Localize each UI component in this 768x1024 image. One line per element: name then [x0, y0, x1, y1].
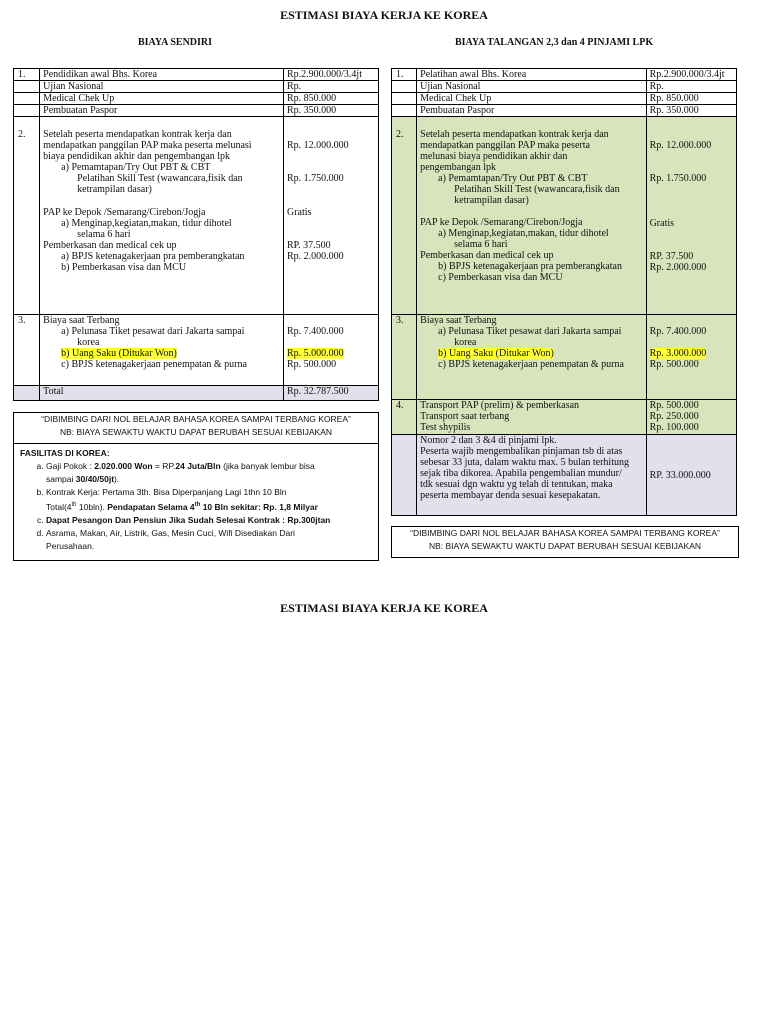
table-row [14, 69, 379, 81]
text-line: selama 6 hari [77, 229, 131, 240]
section-2-values [283, 117, 378, 315]
text-line: b) BPJS ketenagakerjaan pra pemberangkatan [438, 261, 622, 272]
section-3-text [417, 315, 646, 400]
left-note-box [13, 412, 379, 444]
item-label: Medical Chek Up [417, 93, 646, 105]
table-row [14, 81, 379, 93]
section-number: 1. [14, 69, 40, 81]
table-row [392, 105, 737, 117]
table-row [392, 81, 737, 93]
item-value: Rp. 100.000 [649, 422, 699, 433]
list-item: a. Gaji Pokok : 2.020.000 Won = RP.24 Juta/Bln (jika banyak lembur bisa sampai 30/40/50jt). [46, 460, 372, 486]
item-value: Rp. 250.000 [649, 411, 699, 422]
section-2-values [646, 117, 736, 315]
highlighted-value: Rp. 3.000.000 [649, 348, 707, 359]
loan-row [392, 435, 737, 516]
table-row [392, 69, 737, 81]
section-number: 3. [392, 315, 417, 400]
item-label: Ujian Nasional [40, 81, 284, 93]
list-item: c. Dapat Pesangon Dan Pensiun Jika Sudah Selesai Kontrak : Rp.300jtan [46, 514, 372, 527]
item-label: Ujian Nasional [417, 81, 646, 93]
text-line: korea [77, 337, 100, 348]
motto-text: “DIBIMBING DARI NOL BELAJAR BAHASA KOREA SAMPAI TERBANG KOREA” [41, 414, 351, 424]
item-value: Rp. [283, 81, 378, 93]
item-value: Gratis [286, 207, 312, 218]
loan-text [417, 435, 646, 516]
section-2-text [40, 117, 284, 315]
table-row [14, 105, 379, 117]
section-3-values [646, 315, 736, 400]
text-line: a) Menginap,kegiatan,makan, tidur dihotel [61, 218, 232, 229]
item-value: Gratis [649, 218, 675, 229]
text-line: Peserta wajib mengembalikan pinjaman tsb di atas [420, 446, 623, 457]
highlighted-item: b) Uang Saku (Ditukar Won) [61, 348, 177, 359]
item-value: Rp. 850.000 [646, 93, 736, 105]
text-line: korea [454, 337, 477, 348]
text-line: c) Pemberkasan visa dan MCU [438, 272, 563, 283]
text-line: Setelah peserta mendapatkan kontrak kerja dan [420, 129, 609, 140]
item-value: Rp. 12.000.000 [649, 140, 712, 151]
table-row [14, 315, 379, 386]
text-line: selama 6 hari [454, 239, 508, 250]
item-value: Rp. 2.000.000 [649, 262, 707, 273]
total-label: Total [40, 386, 284, 401]
text-line: c) BPJS ketenagakerjaan penempatan & purna [438, 359, 624, 370]
text-line: Transport PAP (prelim) & pemberkasan [420, 400, 580, 411]
list-item: d. Asrama, Makan, Air, Listrik, Gas, Mesin Cuci, Wifi Disediakan Dari Perusahaan. [46, 527, 372, 553]
item-value: Rp. 500.000 [649, 359, 699, 370]
text-line: Setelah peserta mendapatkan kontrak kerja dan [43, 129, 232, 140]
text-line: tdk sesuai dgn waktu yg telah di tentukan, maka [420, 479, 613, 490]
text-line: mendapatkan panggilan PAP maka peserta melunasi [43, 140, 252, 151]
text-line: Transport saat terbang [420, 411, 510, 422]
section-4-text [417, 400, 646, 435]
text-line: biaya pendidikan akhir dan pengembangan lpk [43, 151, 231, 162]
right-cost-table [391, 68, 737, 516]
table-row [392, 400, 737, 435]
item-label: Pembuatan Paspor [417, 105, 646, 117]
item-value: Rp. 1.750.000 [649, 173, 707, 184]
item-value: Rp. 500.000 [649, 400, 699, 411]
section-number: 2. [392, 117, 417, 315]
item-value: Rp. 7.400.000 [649, 326, 707, 337]
right-heading: BIAYA TALANGAN 2,3 dan 4 PINJAMI LPK [455, 37, 654, 48]
list-item: b. Kontrak Kerja: Pertama 3th. Bisa Diperpanjang Lagi 1thn 10 Bln Total(4th 10bln). Pendapatan Selama 4th 10 Bln sekitar: Rp. 1,8 Milyar [46, 486, 372, 514]
page-title-bottom: ESTIMASI BIAYA KERJA KE KOREA [280, 601, 488, 615]
text-line: mendapatkan panggilan PAP maka peserta [420, 140, 590, 151]
text-line: ketrampilan dasar) [454, 195, 529, 206]
item-value: Rp. 850.000 [283, 93, 378, 105]
section-number: 1. [392, 69, 417, 81]
table-row [392, 117, 737, 315]
section-3-values [283, 315, 378, 386]
text-line: PAP ke Depok /Semarang/Cirebon/Jogja [420, 217, 583, 228]
item-value: Rp. 500.000 [286, 359, 337, 370]
left-heading: BIAYA SENDIRI [138, 37, 213, 48]
text-line: peserta membayar denda sesuai kesepakatan. [420, 490, 601, 501]
item-value: Rp. 350.000 [646, 105, 736, 117]
text-line: melunasi biaya pendidikan akhir dan [420, 151, 568, 162]
nb-text: NB: BIAYA SEWAKTU WAKTU DAPAT BERUBAH SESUAI KEBIJAKAN [59, 427, 333, 437]
nb-text: NB: BIAYA SEWAKTU WAKTU DAPAT BERUBAH SESUAI KEBIJAKAN [428, 541, 702, 551]
left-cost-table [13, 68, 379, 401]
section-3-text [40, 315, 284, 386]
text-line: Test shypilis [420, 422, 471, 433]
motto-text: “DIBIMBING DARI NOL BELAJAR BAHASA KOREA SAMPAI TERBANG KOREA” [410, 528, 720, 538]
loan-value: RP. 33.000.000 [646, 435, 736, 516]
item-label: Pembuatan Paspor [40, 105, 284, 117]
text-line: a) Pemamtapan/Try Out PBT & CBT [438, 173, 588, 184]
table-row [14, 117, 379, 315]
text-line: Pelatihan Skill Test (wawancara,fisik dan [77, 173, 243, 184]
item-label: Medical Chek Up [40, 93, 284, 105]
section-number: 2. [14, 117, 40, 315]
section-4-values [646, 400, 736, 435]
fasilitas-box [13, 443, 379, 561]
text-line: a) Pelunasa Tiket pesawat dari Jakarta sampai [61, 326, 245, 337]
section-number: 4. [392, 400, 417, 435]
text-line: a) Pelunasa Tiket pesawat dari Jakarta sampai [438, 326, 622, 337]
table-row [392, 93, 737, 105]
item-value: Rp. 1.750.000 [286, 173, 344, 184]
text-line: Pelatihan Skill Test (wawancara,fisik dan [454, 184, 620, 195]
text-line: a) BPJS ketenagakerjaan pra pemberangkatan [61, 251, 245, 262]
fasilitas-heading: FASILITAS DI KOREA: [20, 448, 110, 458]
item-value: Rp. [646, 81, 736, 93]
section-number: 3. [14, 315, 40, 386]
text-line: sebesar 33 juta, dalam waktu max. 5 bulan terhitung [420, 457, 629, 468]
text-line: ketrampilan dasar) [77, 184, 152, 195]
text-line: Nomor 2 dan 3 &4 di pinjami lpk. [420, 435, 557, 446]
item-value: Rp. 2.000.000 [286, 251, 344, 262]
table-row [14, 93, 379, 105]
section-2-text [417, 117, 646, 315]
text-line: pengembangan lpk [420, 162, 496, 173]
total-value: Rp. 32.787.500 [283, 386, 378, 401]
text-line: a) Menginap,kegiatan,makan, tidur dihotel [438, 228, 609, 239]
text-line: b) Pemberkasan visa dan MCU [61, 262, 187, 273]
right-note-box [391, 526, 739, 558]
highlighted-item: b) Uang Saku (Ditukar Won) [438, 348, 554, 359]
item-value: RP. 37.500 [649, 251, 694, 262]
item-value: Rp.2.900.000/3.4jt [283, 69, 378, 81]
item-label: Pelatihan awal Bhs. Korea [417, 69, 646, 81]
item-value: Rp. 12.000.000 [286, 140, 349, 151]
text-line: a) Pemamtapan/Try Out PBT & CBT [61, 162, 211, 173]
item-value: RP. 37.500 [286, 240, 331, 251]
total-row [14, 386, 379, 401]
text-line: Pemberkasan dan medical cek up [420, 250, 554, 261]
item-value: Rp.2.900.000/3.4jt [646, 69, 736, 81]
highlighted-value: Rp. 5.000.000 [286, 348, 344, 359]
text-line: c) BPJS ketenagakerjaan penempatan & purna [61, 359, 247, 370]
text-line: Biaya saat Terbang [43, 315, 120, 326]
item-label: Pendidikan awal Bhs. Korea [40, 69, 284, 81]
table-row [392, 315, 737, 400]
page-title: ESTIMASI BIAYA KERJA KE KOREA [280, 8, 488, 22]
item-value: Rp. 350.000 [283, 105, 378, 117]
text-line: sejak tiba dikorea. Apabila pengembalian mundur/ [420, 468, 622, 479]
item-value: Rp. 7.400.000 [286, 326, 344, 337]
text-line: Biaya saat Terbang [420, 315, 497, 326]
text-line: Pemberkasan dan medical cek up [43, 240, 177, 251]
text-line: PAP ke Depok /Semarang/Cirebon/Jogja [43, 207, 206, 218]
